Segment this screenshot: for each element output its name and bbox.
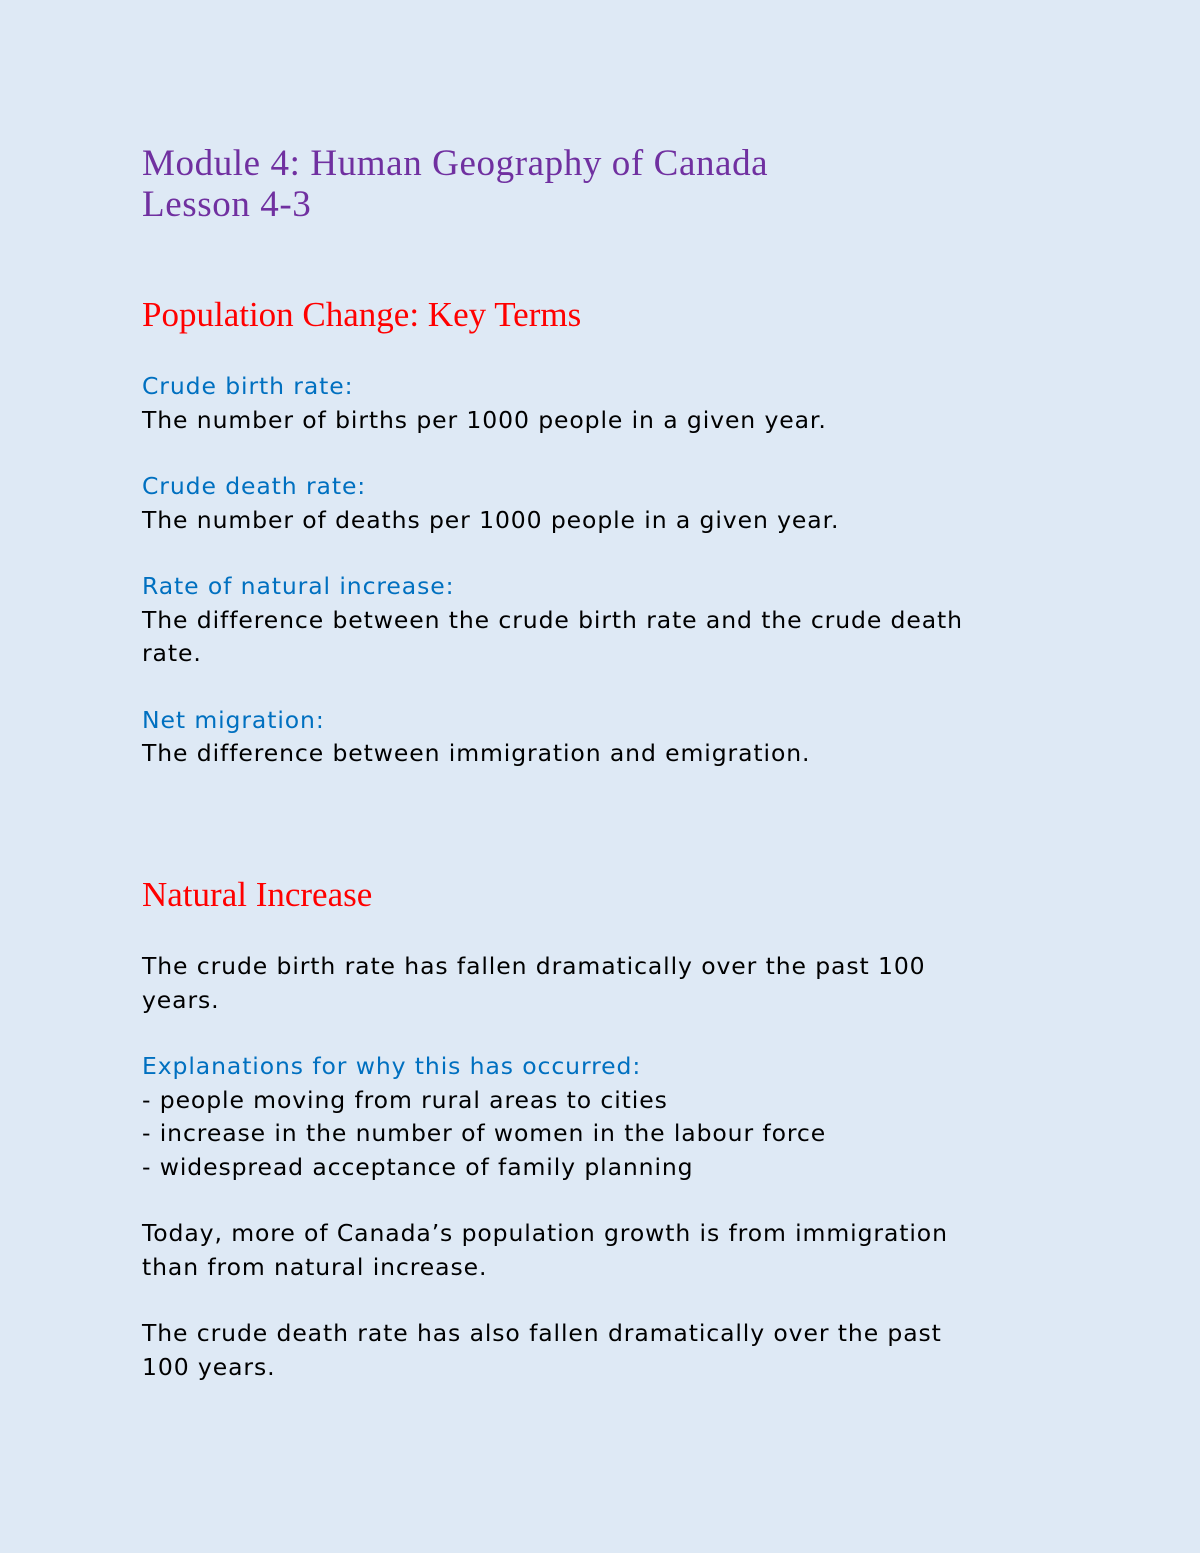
today-paragraph: Today, more of Canada’s population growth is from immigration [142, 1219, 948, 1247]
lesson-title: Lesson 4-3 [142, 184, 312, 225]
term-definition-crude-birth-rate: The number of births per 1000 people in a given year. [142, 406, 827, 434]
term-label-crude-birth-rate: Crude birth rate: [142, 372, 354, 400]
term-definition-net-migration: The difference between immigration and emigration. [142, 739, 811, 767]
term-label-natural-increase: Rate of natural increase: [142, 572, 455, 600]
term-label-net-migration: Net migration: [142, 706, 325, 734]
death-rate-paragraph: The crude death rate has also fallen dramatically over the past [142, 1319, 942, 1347]
intro-paragraph-cont: years. [142, 986, 220, 1014]
explanation-item: - increase in the number of women in the labour force [142, 1119, 827, 1147]
natural-increase-heading: Natural Increase [142, 875, 373, 914]
module-title: Module 4: Human Geography of Canada [142, 143, 769, 184]
explanation-item: - people moving from rural areas to cities [142, 1086, 668, 1114]
today-paragraph-cont: than from natural increase. [142, 1253, 488, 1281]
explanation-item: - widespread acceptance of family planning [142, 1153, 694, 1181]
death-rate-paragraph-cont: 100 years. [142, 1353, 276, 1381]
intro-paragraph: The crude birth rate has fallen dramatically over the past 100 [142, 952, 926, 980]
term-definition-crude-death-rate: The number of deaths per 1000 people in a given year. [142, 506, 840, 534]
term-definition-natural-increase-cont: rate. [142, 639, 202, 667]
term-definition-natural-increase: The difference between the crude birth rate and the crude death [142, 606, 963, 634]
key-terms-heading: Population Change: Key Terms [142, 295, 582, 334]
term-label-crude-death-rate: Crude death rate: [142, 472, 367, 500]
explanations-label: Explanations for why this has occurred: [142, 1052, 642, 1080]
